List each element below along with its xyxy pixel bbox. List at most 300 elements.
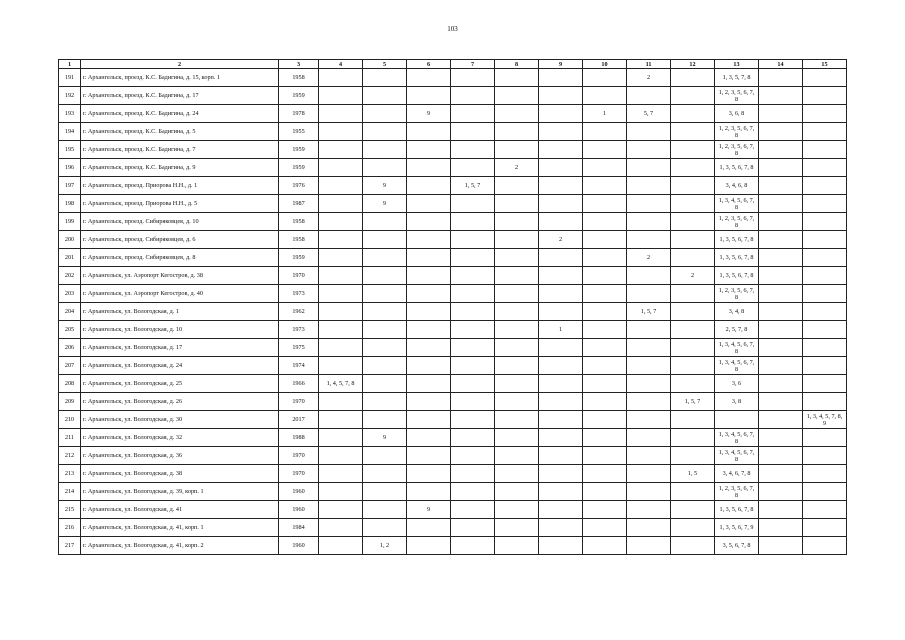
- table-cell: [495, 123, 539, 141]
- table-cell: [803, 141, 847, 159]
- row-number-cell: 217: [59, 537, 81, 555]
- table-cell: [451, 267, 495, 285]
- table-cell: [407, 537, 451, 555]
- table-cell: [759, 267, 803, 285]
- table-cell: 9: [363, 195, 407, 213]
- table-cell: [539, 429, 583, 447]
- table-cell: [671, 339, 715, 357]
- address-cell: г. Архангельск, ул. Вологодская, д. 30: [81, 411, 279, 429]
- row-number-cell: 208: [59, 375, 81, 393]
- row-number-cell: 215: [59, 501, 81, 519]
- column-header-8: 8: [495, 60, 539, 69]
- table-row: [59, 123, 847, 141]
- table-cell: [583, 69, 627, 87]
- table-cell: [451, 411, 495, 429]
- column-header-12: 12: [671, 60, 715, 69]
- table-cell: [319, 339, 363, 357]
- table-cell: [671, 447, 715, 465]
- table-cell: [671, 177, 715, 195]
- table-cell: [627, 447, 671, 465]
- table-cell: [495, 501, 539, 519]
- table-cell: [319, 321, 363, 339]
- year-cell: 1970: [279, 465, 319, 483]
- table-cell: [803, 177, 847, 195]
- address-cell: г. Архангельск, проезд. К.С. Бадигина, д. 9: [81, 159, 279, 177]
- table-cell: [627, 465, 671, 483]
- table-cell: [759, 123, 803, 141]
- table-cell: [539, 213, 583, 231]
- table-row: [59, 87, 847, 105]
- table-cell: [451, 123, 495, 141]
- table-cell: [671, 321, 715, 339]
- table-row: [59, 537, 847, 555]
- table-cell: [671, 537, 715, 555]
- table-cell: [363, 393, 407, 411]
- table-cell: [407, 519, 451, 537]
- table-cell: [803, 105, 847, 123]
- table-row: [59, 375, 847, 393]
- table-cell: [627, 537, 671, 555]
- table-cell: [759, 303, 803, 321]
- table-cell: 1, 2: [363, 537, 407, 555]
- table-cell: [495, 339, 539, 357]
- address-cell: г. Архангельск, ул. Вологодская, д. 26: [81, 393, 279, 411]
- table-cell: [671, 411, 715, 429]
- table-cell: [539, 195, 583, 213]
- year-cell: 1959: [279, 87, 319, 105]
- year-cell: 1958: [279, 69, 319, 87]
- table-cell: [319, 447, 363, 465]
- address-cell: г. Архангельск, ул. Вологодская, д. 39, корп. 1: [81, 483, 279, 501]
- address-cell: г. Архангельск, ул. Вологодская, д. 41, корп. 1: [81, 519, 279, 537]
- table-cell: [803, 87, 847, 105]
- table-cell: [803, 123, 847, 141]
- year-cell: 1984: [279, 519, 319, 537]
- table-cell: [803, 447, 847, 465]
- table-cell: [495, 105, 539, 123]
- table-cell: 1, 5, 7: [671, 393, 715, 411]
- table-cell: [363, 105, 407, 123]
- address-cell: г. Архангельск, ул. Вологодская, д. 41, корп. 2: [81, 537, 279, 555]
- table-cell: [583, 483, 627, 501]
- table-cell: [319, 213, 363, 231]
- table-cell: 3, 4, 8: [715, 303, 759, 321]
- table-cell: [363, 267, 407, 285]
- table-cell: [803, 249, 847, 267]
- table-cell: 1, 2, 3, 5, 6, 7, 8: [715, 87, 759, 105]
- table-cell: [451, 465, 495, 483]
- table-row: [59, 339, 847, 357]
- table-cell: [363, 339, 407, 357]
- table-cell: [583, 303, 627, 321]
- table-cell: [451, 87, 495, 105]
- table-cell: [759, 375, 803, 393]
- row-number-cell: 191: [59, 69, 81, 87]
- table-cell: [319, 105, 363, 123]
- table-cell: [627, 321, 671, 339]
- table-cell: [803, 357, 847, 375]
- year-cell: 1973: [279, 285, 319, 303]
- year-cell: 1955: [279, 123, 319, 141]
- table-cell: [627, 357, 671, 375]
- table-cell: 2: [539, 231, 583, 249]
- table-cell: [407, 411, 451, 429]
- table-cell: [671, 519, 715, 537]
- table-cell: [451, 249, 495, 267]
- table-cell: [803, 519, 847, 537]
- table-cell: [671, 501, 715, 519]
- table-cell: 9: [363, 177, 407, 195]
- table-row: [59, 105, 847, 123]
- table-row: [59, 213, 847, 231]
- table-cell: [627, 213, 671, 231]
- table-cell: [495, 195, 539, 213]
- column-header-15: 15: [803, 60, 847, 69]
- table-cell: 9: [363, 429, 407, 447]
- table-cell: [671, 357, 715, 375]
- table-cell: [407, 429, 451, 447]
- table-cell: [627, 393, 671, 411]
- header-row: [59, 60, 847, 69]
- table-cell: [759, 483, 803, 501]
- table-cell: [671, 249, 715, 267]
- table-cell: [407, 177, 451, 195]
- table-cell: [319, 303, 363, 321]
- table-cell: [363, 465, 407, 483]
- table-cell: 1, 3, 4, 5, 6, 7, 8: [715, 429, 759, 447]
- table-cell: [319, 429, 363, 447]
- table-cell: [495, 411, 539, 429]
- table-cell: 2: [495, 159, 539, 177]
- table-cell: [583, 177, 627, 195]
- row-number-cell: 212: [59, 447, 81, 465]
- table-cell: [407, 339, 451, 357]
- year-cell: 1973: [279, 321, 319, 339]
- address-cell: г. Архангельск, проезд. Сибиряковцев, д. 10: [81, 213, 279, 231]
- table-cell: [671, 483, 715, 501]
- table-cell: [583, 87, 627, 105]
- row-number-cell: 194: [59, 123, 81, 141]
- table-cell: [319, 483, 363, 501]
- table-cell: [319, 141, 363, 159]
- column-header-11: 11: [627, 60, 671, 69]
- address-cell: г. Архангельск, ул. Вологодская, д. 38: [81, 465, 279, 483]
- table-cell: [583, 249, 627, 267]
- table-cell: [495, 177, 539, 195]
- table-cell: [539, 69, 583, 87]
- table-row: [59, 231, 847, 249]
- table-row: [59, 519, 847, 537]
- table-cell: [319, 177, 363, 195]
- table-cell: [583, 501, 627, 519]
- table-cell: [319, 501, 363, 519]
- table-cell: 3, 6: [715, 375, 759, 393]
- address-cell: г. Архангельск, ул. Вологодская, д. 36: [81, 447, 279, 465]
- table-cell: [539, 159, 583, 177]
- table-row: [59, 249, 847, 267]
- table-row: [59, 411, 847, 429]
- table-cell: 1, 5, 7: [451, 177, 495, 195]
- table-cell: [319, 393, 363, 411]
- table-cell: [583, 519, 627, 537]
- page-number: 103: [447, 25, 458, 33]
- table-cell: [539, 285, 583, 303]
- table-cell: [583, 141, 627, 159]
- table-cell: [451, 195, 495, 213]
- year-cell: 1959: [279, 249, 319, 267]
- table-cell: [803, 195, 847, 213]
- table-cell: [539, 249, 583, 267]
- table-cell: [319, 87, 363, 105]
- table-cell: [539, 105, 583, 123]
- row-number-cell: 213: [59, 465, 81, 483]
- table-cell: [363, 483, 407, 501]
- table-cell: [407, 393, 451, 411]
- row-number-cell: 200: [59, 231, 81, 249]
- table-cell: [583, 375, 627, 393]
- column-header-13: 13: [715, 60, 759, 69]
- table-cell: [363, 213, 407, 231]
- table-cell: [319, 537, 363, 555]
- table-cell: [407, 87, 451, 105]
- table-cell: [319, 357, 363, 375]
- table-cell: [407, 69, 451, 87]
- address-cell: г. Архангельск, ул. Вологодская, д. 10: [81, 321, 279, 339]
- table-cell: [671, 213, 715, 231]
- table-cell: 3, 5, 6, 7, 8: [715, 537, 759, 555]
- column-header-6: 6: [407, 60, 451, 69]
- year-cell: 1960: [279, 537, 319, 555]
- column-header-9: 9: [539, 60, 583, 69]
- table-cell: [671, 429, 715, 447]
- table-cell: [539, 141, 583, 159]
- table-cell: [539, 267, 583, 285]
- table-cell: [363, 69, 407, 87]
- table-cell: 3, 4, 6, 8: [715, 177, 759, 195]
- table-cell: [759, 429, 803, 447]
- table-cell: 9: [407, 501, 451, 519]
- address-cell: г. Архангельск, проезд. Сибиряковцев, д. 8: [81, 249, 279, 267]
- table-cell: [803, 483, 847, 501]
- table-cell: [451, 105, 495, 123]
- table-cell: [803, 213, 847, 231]
- table-cell: [363, 519, 407, 537]
- address-cell: г. Архангельск, проезд. К.С. Бадигина, д. 17: [81, 87, 279, 105]
- table-cell: [759, 285, 803, 303]
- table-cell: [451, 375, 495, 393]
- table-cell: [363, 87, 407, 105]
- row-number-cell: 202: [59, 267, 81, 285]
- table-cell: [803, 231, 847, 249]
- table-cell: [759, 465, 803, 483]
- table-cell: [363, 447, 407, 465]
- table-cell: [451, 213, 495, 231]
- table-cell: [671, 159, 715, 177]
- table-cell: [495, 375, 539, 393]
- table-cell: [759, 537, 803, 555]
- table-cell: [583, 195, 627, 213]
- table-cell: 1, 3, 5, 6, 7, 8: [715, 249, 759, 267]
- year-cell: 1958: [279, 213, 319, 231]
- table-cell: [539, 519, 583, 537]
- table-cell: [363, 159, 407, 177]
- address-cell: г. Архангельск, проезд. К.С. Бадигина, д. 15, корп. 1: [81, 69, 279, 87]
- table-cell: [627, 159, 671, 177]
- table-cell: 1, 2, 3, 5, 6, 7, 8: [715, 141, 759, 159]
- table-cell: 1, 5, 7: [627, 303, 671, 321]
- table-cell: 1, 3, 5, 6, 7, 8: [715, 267, 759, 285]
- table-cell: [451, 231, 495, 249]
- table-cell: [627, 195, 671, 213]
- year-cell: 2017: [279, 411, 319, 429]
- row-number-cell: 205: [59, 321, 81, 339]
- table-cell: [319, 69, 363, 87]
- address-cell: г. Архангельск, проезд. Приорова Н.Н., д. 1: [81, 177, 279, 195]
- table-cell: [451, 69, 495, 87]
- year-cell: 1959: [279, 159, 319, 177]
- table-cell: 1: [583, 105, 627, 123]
- row-number-cell: 211: [59, 429, 81, 447]
- table-cell: [803, 465, 847, 483]
- table-cell: [759, 231, 803, 249]
- table-cell: [759, 249, 803, 267]
- address-cell: г. Архангельск, проезд. К.С. Бадигина, д. 7: [81, 141, 279, 159]
- year-cell: 1978: [279, 105, 319, 123]
- column-header-1: 1: [59, 60, 81, 69]
- table-cell: [627, 429, 671, 447]
- table-cell: [627, 177, 671, 195]
- table-cell: [671, 195, 715, 213]
- table-cell: 2: [627, 69, 671, 87]
- address-cell: г. Архангельск, проезд. К.С. Бадигина, д. 5: [81, 123, 279, 141]
- table-cell: [319, 231, 363, 249]
- address-cell: г. Архангельск, ул. Вологодская, д. 24: [81, 357, 279, 375]
- year-cell: 1970: [279, 447, 319, 465]
- table-cell: [583, 285, 627, 303]
- year-cell: 1962: [279, 303, 319, 321]
- table-cell: [627, 231, 671, 249]
- table-row: [59, 465, 847, 483]
- table-cell: [627, 483, 671, 501]
- table-cell: [583, 123, 627, 141]
- table-cell: [539, 537, 583, 555]
- table-cell: [671, 141, 715, 159]
- address-cell: г. Архангельск, ул. Аэропорт Кегостров, д. 40: [81, 285, 279, 303]
- table-cell: [495, 213, 539, 231]
- column-header-14: 14: [759, 60, 803, 69]
- table-cell: [759, 195, 803, 213]
- table-cell: [539, 87, 583, 105]
- table-cell: [759, 69, 803, 87]
- table-cell: [495, 447, 539, 465]
- table-cell: [671, 303, 715, 321]
- table-cell: [451, 447, 495, 465]
- table-cell: [495, 267, 539, 285]
- table-cell: [495, 357, 539, 375]
- table-cell: [715, 411, 759, 429]
- table-header: [59, 60, 847, 69]
- table-cell: 2: [671, 267, 715, 285]
- row-number-cell: 199: [59, 213, 81, 231]
- table-cell: [627, 87, 671, 105]
- table-cell: 1, 5: [671, 465, 715, 483]
- table-row: [59, 447, 847, 465]
- table-cell: [319, 123, 363, 141]
- table-cell: 1, 3, 4, 5, 6, 7, 8: [715, 447, 759, 465]
- table-cell: [627, 123, 671, 141]
- table-cell: [759, 393, 803, 411]
- table-cell: [363, 231, 407, 249]
- table-row: [59, 159, 847, 177]
- table-cell: 1, 3, 5, 6, 7, 9: [715, 519, 759, 537]
- table-cell: [539, 357, 583, 375]
- table-cell: [539, 501, 583, 519]
- row-number-cell: 210: [59, 411, 81, 429]
- table-cell: [803, 159, 847, 177]
- table-cell: [363, 249, 407, 267]
- address-cell: г. Архангельск, проезд. Сибиряковцев, д. 6: [81, 231, 279, 249]
- table-cell: 1, 2, 3, 5, 6, 7, 8: [715, 285, 759, 303]
- table-cell: 5, 7: [627, 105, 671, 123]
- column-header-4: 4: [319, 60, 363, 69]
- table-cell: [451, 483, 495, 501]
- table-cell: [495, 69, 539, 87]
- table-row: [59, 321, 847, 339]
- year-cell: 1966: [279, 375, 319, 393]
- table-cell: [319, 159, 363, 177]
- table-cell: [407, 375, 451, 393]
- table-cell: [803, 303, 847, 321]
- table-cell: 2, 5, 7, 8: [715, 321, 759, 339]
- table-cell: 1: [539, 321, 583, 339]
- year-cell: 1975: [279, 339, 319, 357]
- table-cell: [495, 393, 539, 411]
- table-cell: [583, 321, 627, 339]
- table-cell: 9: [407, 105, 451, 123]
- table-cell: [407, 483, 451, 501]
- table-cell: [363, 285, 407, 303]
- table-cell: [803, 393, 847, 411]
- table-cell: [495, 141, 539, 159]
- address-cell: г. Архангельск, проезд. К.С. Бадигина, д. 24: [81, 105, 279, 123]
- year-cell: 1960: [279, 483, 319, 501]
- table-cell: [583, 213, 627, 231]
- table-cell: [539, 123, 583, 141]
- address-cell: г. Архангельск, ул. Вологодская, д. 1: [81, 303, 279, 321]
- table-cell: [759, 177, 803, 195]
- year-cell: 1976: [279, 177, 319, 195]
- table-cell: [451, 429, 495, 447]
- table-row: [59, 177, 847, 195]
- table-cell: [759, 159, 803, 177]
- row-number-cell: 197: [59, 177, 81, 195]
- row-number-cell: 204: [59, 303, 81, 321]
- table-cell: [451, 501, 495, 519]
- table-cell: [363, 321, 407, 339]
- column-header-5: 5: [363, 60, 407, 69]
- table-cell: [363, 357, 407, 375]
- housing-table: [58, 59, 847, 555]
- year-cell: 1958: [279, 231, 319, 249]
- year-cell: 1974: [279, 357, 319, 375]
- table-row: [59, 303, 847, 321]
- table-cell: [583, 393, 627, 411]
- table-cell: [495, 465, 539, 483]
- table-cell: [495, 537, 539, 555]
- table-cell: [671, 285, 715, 303]
- table-cell: [319, 267, 363, 285]
- table-cell: [803, 429, 847, 447]
